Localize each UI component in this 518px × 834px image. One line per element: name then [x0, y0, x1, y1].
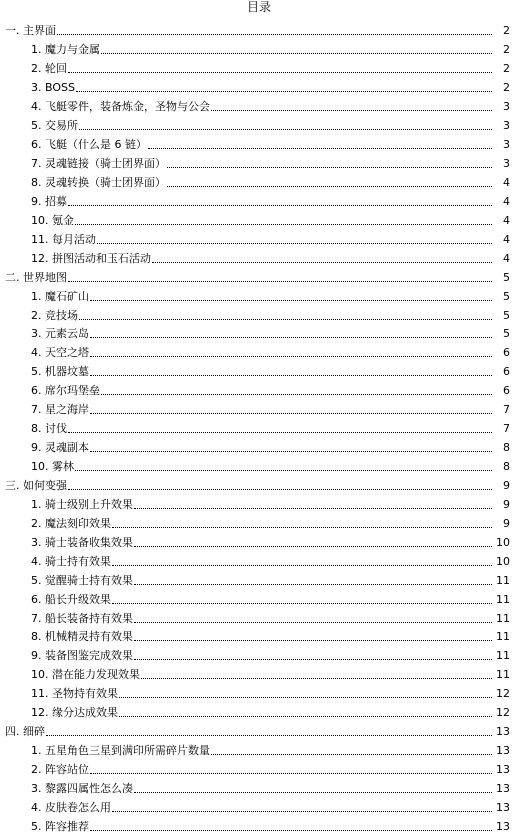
toc-entry-label: 一. 主界面	[5, 24, 56, 38]
dot-leader	[119, 697, 492, 698]
toc-entry-label: 6. 船长升级效果	[31, 592, 111, 606]
toc-entry-label: 四. 细碎	[5, 725, 45, 739]
toc-entry[interactable]	[0, 114, 518, 133]
toc-entry-label: 4. 飞艇零件，装备炼金，圣物与公会	[31, 100, 210, 114]
toc-entry[interactable]	[0, 379, 518, 398]
toc-entry-page-number: 4	[503, 194, 510, 208]
dot-leader	[211, 110, 492, 111]
dot-leader	[75, 224, 492, 225]
toc-entry-page-number: 13	[496, 725, 510, 739]
toc-entry-page-number: 11	[496, 592, 510, 606]
toc-entry-page-number: 11	[496, 611, 510, 625]
toc-entry-page-number: 9	[503, 516, 510, 530]
toc-entry-label: 4. 天空之塔	[31, 346, 89, 360]
dot-leader	[46, 735, 492, 736]
toc-entry-label: 9. 装备图鉴完成效果	[31, 649, 133, 663]
dot-leader	[119, 716, 492, 717]
toc-entry[interactable]	[0, 152, 518, 171]
toc-entry-page-number: 12	[496, 687, 510, 701]
toc-entry-label: 2. 阵容站位	[31, 763, 89, 776]
dot-leader	[97, 243, 492, 244]
dot-leader	[68, 489, 492, 490]
toc-entry-label: 6. 飞艇（什么是 6 链）	[31, 138, 147, 152]
toc-entry[interactable]	[0, 38, 518, 57]
toc-entry-label: 9. 灵魂副本	[31, 441, 89, 455]
toc-title: 目录	[246, 0, 271, 14]
dot-leader	[90, 451, 492, 452]
toc-entry-page-number: 4	[503, 232, 510, 246]
dot-leader	[134, 640, 492, 641]
dot-leader	[211, 754, 492, 755]
toc-entry[interactable]	[0, 398, 518, 417]
toc-entry-page-number: 5	[503, 308, 510, 322]
dot-leader	[152, 262, 492, 263]
toc-entry[interactable]	[0, 323, 518, 342]
toc-entry-label: 10. 雾林	[31, 460, 74, 473]
toc-entry-label: 3. 元素云岛	[31, 327, 89, 341]
toc-entry-label: 10. 氪金	[31, 213, 74, 227]
dot-leader	[134, 546, 492, 547]
dot-leader	[167, 186, 492, 187]
dot-leader	[68, 432, 492, 433]
toc-entry-page-number: 11	[496, 649, 510, 663]
toc-entry[interactable]	[0, 57, 518, 76]
toc-entry-label: 4. 皮肤卷怎么用	[31, 800, 111, 814]
toc-entry[interactable]	[0, 701, 518, 720]
toc-entry-label: 11. 圣物持有效果	[31, 687, 118, 701]
table-of-contents	[0, 20, 518, 834]
toc-entry-page-number: 7	[503, 403, 510, 417]
toc-entry-page-number: 10	[496, 535, 510, 549]
toc-entry[interactable]	[0, 758, 518, 777]
toc-entry-label: 9. 招募	[31, 194, 67, 208]
dot-leader	[134, 792, 492, 793]
toc-entry-label: 10. 潜在能力发现效果	[31, 668, 140, 682]
toc-entry[interactable]	[0, 171, 518, 190]
toc-entry-label: 12. 缘分达成效果	[31, 706, 118, 720]
toc-entry[interactable]	[0, 341, 518, 360]
dot-leader	[112, 811, 492, 812]
dot-leader	[134, 508, 492, 509]
toc-entry-label: 5. 交易所	[31, 119, 78, 133]
dot-leader	[68, 205, 492, 206]
toc-entry-label: 7. 灵魂链接（骑士团界面）	[31, 157, 166, 170]
dot-leader	[112, 603, 492, 604]
toc-entry-page-number: 13	[496, 763, 510, 776]
toc-entry-label: 1. 五星角色三星到满印所需碎片数量	[31, 744, 210, 758]
toc-entry[interactable]	[0, 285, 518, 304]
toc-entry-page-number: 6	[503, 365, 510, 379]
toc-entry-page-number: 11	[496, 668, 510, 682]
toc-entry-page-number: 3	[503, 138, 510, 152]
toc-entry[interactable]	[0, 626, 518, 645]
toc-entry-label: 1. 骑士级别上升效果	[31, 497, 133, 511]
toc-entry[interactable]	[0, 76, 518, 95]
dot-leader	[112, 527, 492, 528]
toc-section-entry[interactable]	[0, 474, 518, 493]
toc-entry-page-number: 13	[496, 781, 510, 795]
toc-entry[interactable]	[0, 607, 518, 626]
toc-entry-page-number: 8	[503, 460, 510, 473]
toc-entry-label: 2. 轮回	[31, 62, 67, 76]
toc-entry-page-number: 5	[503, 289, 510, 303]
toc-entry-page-number: 8	[503, 441, 510, 455]
toc-entry[interactable]	[0, 190, 518, 209]
toc-entry-label: 8. 讨伐	[31, 422, 67, 436]
dot-leader	[79, 129, 492, 130]
toc-entry-page-number: 4	[503, 213, 510, 227]
toc-section-entry[interactable]	[0, 266, 518, 285]
toc-section-entry[interactable]	[0, 20, 518, 39]
toc-entry[interactable]	[0, 796, 518, 815]
toc-entry-label: 5. 机器坟墓	[31, 365, 89, 379]
toc-entry-label: 5. 觉醒骑士持有效果	[31, 573, 133, 587]
toc-entry[interactable]	[0, 550, 518, 569]
dot-leader	[141, 678, 492, 679]
dot-leader	[90, 300, 492, 301]
toc-entry-label: 11. 每月活动	[31, 232, 96, 246]
toc-entry-page-number: 3	[503, 119, 510, 133]
toc-entry-page-number: 2	[503, 24, 510, 38]
dot-leader	[134, 584, 492, 585]
toc-entry-label: 12. 拼图活动和玉石活动	[31, 251, 151, 265]
dot-leader	[148, 148, 492, 149]
toc-entry-label: 7. 船长装备持有效果	[31, 611, 133, 625]
toc-entry-page-number: 4	[503, 175, 510, 189]
toc-entry-label: 1. 魔石矿山	[31, 289, 89, 303]
toc-entry[interactable]	[0, 644, 518, 663]
toc-entry-page-number: 13	[496, 800, 510, 814]
toc-entry-label: 8. 机械精灵持有效果	[31, 630, 133, 644]
toc-entry[interactable]	[0, 777, 518, 796]
toc-entry[interactable]	[0, 531, 518, 550]
toc-entry[interactable]	[0, 247, 518, 266]
dot-leader	[90, 356, 492, 357]
toc-entry[interactable]	[0, 739, 518, 758]
toc-entry-label: 3. 黎露四属性怎么凑	[31, 781, 133, 795]
toc-entry-page-number: 9	[503, 478, 510, 492]
toc-entry-page-number: 11	[496, 630, 510, 644]
toc-entry[interactable]	[0, 417, 518, 436]
toc-entry-label: 三. 如何变强	[5, 478, 67, 492]
toc-entry-page-number: 2	[503, 43, 510, 57]
toc-entry-label: 8. 灵魂转换（骑士团界面）	[31, 175, 166, 189]
toc-entry-label: 3. 骑士装备收集效果	[31, 535, 133, 549]
toc-entry[interactable]	[0, 588, 518, 607]
toc-entry[interactable]	[0, 512, 518, 531]
toc-entry-page-number: 3	[503, 157, 510, 170]
toc-entry-page-number: 11	[496, 573, 510, 587]
toc-entry[interactable]	[0, 569, 518, 588]
toc-entry-label: 7. 星之海岸	[31, 403, 89, 417]
toc-entry-page-number: 9	[503, 497, 510, 511]
toc-entry-page-number: 4	[503, 251, 510, 265]
toc-section-entry[interactable]	[0, 720, 518, 739]
toc-entry-label: 4. 骑士持有效果	[31, 554, 111, 568]
dot-leader	[167, 167, 492, 168]
toc-entry[interactable]	[0, 815, 518, 834]
toc-entry-page-number: 2	[503, 62, 510, 76]
dot-leader	[101, 394, 492, 395]
toc-entry-label: 1. 魔力与金属	[31, 43, 100, 57]
dot-leader	[134, 659, 492, 660]
toc-entry-label: 2. 竞技场	[31, 308, 78, 322]
toc-entry-page-number: 12	[496, 706, 510, 720]
toc-entry-label: 6. 席尔玛堡垒	[31, 384, 100, 398]
dot-leader	[101, 53, 492, 54]
dot-leader	[90, 337, 492, 338]
dot-leader	[90, 413, 492, 414]
toc-entry[interactable]	[0, 360, 518, 379]
toc-entry[interactable]	[0, 455, 518, 474]
dot-leader	[76, 91, 492, 92]
toc-entry[interactable]	[0, 133, 518, 152]
dot-leader	[68, 281, 492, 282]
dot-leader	[57, 34, 492, 35]
dot-leader	[90, 830, 492, 831]
toc-entry[interactable]	[0, 209, 518, 228]
toc-entry-page-number: 6	[503, 384, 510, 398]
dot-leader	[79, 319, 492, 320]
dot-leader	[90, 375, 492, 376]
dot-leader	[68, 72, 492, 73]
dot-leader	[75, 470, 492, 471]
toc-entry-page-number: 5	[503, 270, 510, 284]
toc-entry-page-number: 13	[496, 744, 510, 758]
toc-entry-page-number: 10	[496, 554, 510, 568]
toc-entry-label: 5. 阵容推荐	[31, 819, 89, 833]
toc-entry-label: 二. 世界地图	[5, 270, 67, 284]
toc-entry-page-number: 5	[503, 327, 510, 341]
toc-entry-page-number: 2	[503, 81, 510, 95]
toc-entry[interactable]	[0, 663, 518, 682]
toc-entry[interactable]	[0, 436, 518, 455]
toc-entry[interactable]	[0, 493, 518, 512]
dot-leader	[112, 565, 492, 566]
toc-entry[interactable]	[0, 95, 518, 114]
toc-entry-label: 3. BOSS	[31, 81, 75, 95]
dot-leader	[134, 622, 492, 623]
dot-leader	[90, 773, 492, 774]
toc-entry[interactable]	[0, 682, 518, 701]
toc-entry-page-number: 3	[503, 100, 510, 114]
toc-entry[interactable]	[0, 228, 518, 247]
toc-entry[interactable]	[0, 304, 518, 323]
toc-entry-page-number: 6	[503, 346, 510, 360]
toc-entry-label: 2. 魔法刻印效果	[31, 516, 111, 530]
toc-entry-page-number: 13	[496, 819, 510, 833]
toc-entry-page-number: 7	[503, 422, 510, 436]
